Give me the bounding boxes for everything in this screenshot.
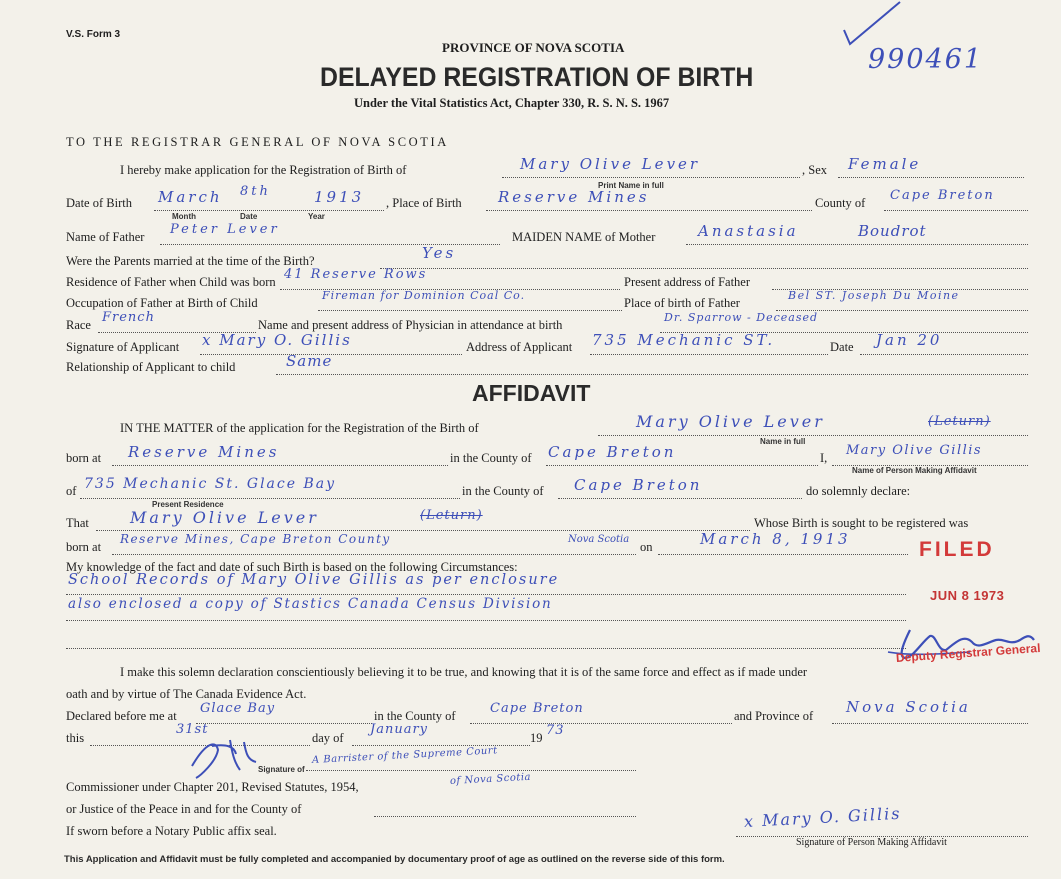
in-county-value-2: Cape Breton	[574, 476, 703, 494]
date-value: Jan 20	[876, 331, 943, 349]
this-value: 31st	[176, 722, 209, 737]
child-name-value: Mary Olive Lever	[520, 155, 701, 173]
father-label: Name of Father	[66, 230, 145, 244]
declared-value: Glace Bay	[200, 701, 276, 716]
sex-value: Female	[848, 155, 922, 173]
present-address-label: Present address of Father	[624, 275, 751, 289]
of-line	[80, 498, 460, 499]
father-value: Peter Lever	[170, 222, 280, 237]
born-at-line	[112, 465, 448, 466]
occupation-label: Occupation of Father at Birth of Child	[66, 296, 258, 310]
matter-line	[598, 435, 1028, 436]
day-of-label: day of	[312, 731, 344, 745]
dob-year: 1913	[314, 188, 365, 206]
matter-label: IN THE MATTER of the application for the Registration of the Birth of	[120, 421, 479, 435]
i-label: I,	[820, 451, 828, 465]
province-line	[832, 723, 1028, 724]
sex-line	[838, 177, 1024, 178]
form-number: V.S. Form 3	[66, 29, 121, 40]
born-at-value: Reserve Mines	[128, 443, 280, 461]
caption-date: Date	[240, 212, 258, 221]
caption-month: Month	[172, 212, 196, 221]
declaration-line-2: oath and by virtue of The Canada Evidence Act.	[66, 687, 307, 701]
mother-value-last: Boudrot	[858, 222, 927, 240]
page-subtitle: Under the Vital Statistics Act, Chapter 330, R. S. N. S. 1967	[354, 96, 670, 110]
dob-label: Date of Birth	[66, 196, 132, 210]
born-at-value-2b: Nova Scotia	[568, 534, 630, 545]
page-title: DELAYED REGISTRATION OF BIRTH	[320, 62, 754, 92]
in-county-label: in the County of	[450, 451, 532, 465]
year-prefix: 19	[530, 731, 543, 745]
married-label: Were the Parents married at the time of the Birth?	[66, 254, 315, 268]
person-value: Mary Olive Gillis	[846, 443, 983, 458]
justice-line	[374, 816, 636, 817]
that-value: Mary Olive Lever	[130, 508, 319, 527]
circumstance-2: also enclosed a copy of Stastics Canada Census Division	[68, 596, 553, 612]
father-birthplace-value: Bel ST. Joseph Du Moine	[788, 289, 960, 302]
this-label: this	[66, 731, 85, 745]
check-mark-icon	[838, 0, 908, 50]
county-line	[884, 210, 1028, 211]
commissioner-line	[306, 770, 636, 771]
intro-label: I hereby make application for the Registration of Birth of	[120, 163, 407, 177]
filed-stamp: FILED	[919, 538, 995, 561]
name-in-full-caption: Name in full	[760, 437, 806, 446]
caption-year: Year	[308, 212, 325, 221]
addressee: TO THE REGISTRAR GENERAL OF NOVA SCOTIA	[66, 135, 449, 149]
married-value: Yes	[422, 244, 457, 262]
commissioner-value-1: A Barrister of the Supreme Court	[311, 745, 498, 766]
circumstance-line-1	[66, 594, 906, 595]
commissioner-label: Commissioner under Chapter 201, Revised Statutes, 1954,	[66, 780, 359, 794]
place-of-birth-value: Reserve Mines	[498, 188, 650, 206]
county3-line	[470, 723, 732, 724]
affidavit-title: AFFIDAVIT	[472, 380, 591, 406]
date-label: Date	[830, 340, 854, 354]
place-of-birth-label: , Place of Birth	[386, 196, 462, 210]
county3-label: in the County of	[374, 709, 456, 723]
county3-value: Cape Breton	[490, 701, 584, 716]
born-at-label: born at	[66, 451, 102, 465]
knowledge-label: My knowledge of the fact and date of such Birth is based on the following Circumstances:	[66, 560, 518, 574]
born-at-value-2: Reserve Mines, Cape Breton County	[120, 532, 391, 546]
signature-of-caption: Signature of	[258, 765, 305, 774]
print-name-caption: Print Name in full	[598, 181, 664, 190]
footer-note: This Application and Affidavit must be fully completed and accompanied by documentary proof of age as outlined on the reverse side of this form.	[64, 854, 725, 865]
declare-label: do solemnly declare:	[806, 484, 911, 498]
mother-line	[686, 244, 1028, 245]
relationship-line	[276, 374, 1028, 375]
that-label: That	[66, 516, 89, 530]
that-line	[96, 530, 750, 531]
county-label: County of	[815, 196, 866, 210]
day-of-value: January	[370, 722, 429, 737]
occupation-line	[318, 310, 622, 311]
matter-value-struck: (Leturn)	[928, 414, 991, 429]
in-county-label-2: in the County of	[462, 484, 544, 498]
relationship-value: Same	[286, 352, 333, 370]
on-line	[658, 554, 908, 555]
circumstance-1: School Records of Mary Olive Gillis as per enclosure	[68, 572, 560, 588]
in-county-line	[546, 465, 818, 466]
child-name-line	[502, 177, 800, 178]
in-county-line-2	[558, 498, 802, 499]
mother-value-first: Anastasia	[698, 222, 799, 240]
race-label: Race	[66, 318, 91, 332]
place-of-birth-line	[486, 210, 812, 211]
sex-label: , Sex	[802, 163, 827, 177]
mother-label: MAIDEN NAME of Mother	[512, 230, 656, 244]
justice-label: or Justice of the Peace in and for the County of	[66, 802, 302, 816]
born-at-label-2: born at	[66, 540, 102, 554]
applicant-address-label: Address of Applicant	[466, 340, 573, 354]
sought-label: Whose Birth is sought to be registered was	[754, 516, 969, 530]
province-label: and Province of	[734, 709, 814, 723]
province-heading: PROVINCE OF NOVA SCOTIA	[442, 40, 625, 55]
affiant-signature-caption: Signature of Person Making Affidavit	[796, 837, 947, 848]
residence-value: 41 Reserve Rows	[284, 267, 428, 282]
on-label: on	[640, 540, 653, 554]
filed-date-stamp: JUN 8 1973	[930, 588, 1005, 603]
notary-label: If sworn before a Notary Public affix seal.	[66, 824, 277, 838]
registrar-stamp: Deputy Registrar General	[895, 640, 1041, 665]
of-label: of	[66, 484, 77, 498]
declared-line	[196, 723, 372, 724]
occupation-value: Fireman for Dominion Coal Co.	[322, 289, 526, 302]
registration-number: 990461	[868, 44, 984, 75]
commissioner-signature-icon	[186, 736, 266, 782]
race-value: French	[102, 310, 155, 325]
of-value: 735 Mechanic St. Glace Bay	[84, 476, 337, 492]
declared-label: Declared before me at	[66, 709, 177, 723]
county-value: Cape Breton	[890, 188, 995, 203]
affiant-signature-value: x Mary O. Gillis	[743, 803, 902, 831]
circumstance-line-3	[66, 648, 906, 649]
date-line	[860, 354, 1028, 355]
present-residence-caption: Present Residence	[152, 500, 224, 509]
father-birthplace-label: Place of birth of Father	[624, 296, 740, 310]
physician-value: Dr. Sparrow - Deceased	[664, 311, 819, 324]
declaration-line-1: I make this solemn declaration conscientiously believing it to be true, and knowing that it is of the same force and effect as if made under	[120, 665, 808, 679]
physician-label: Name and present address of Physician in attendance at birth	[258, 318, 563, 332]
person-caption: Name of Person Making Affidavit	[852, 466, 977, 475]
dob-day: 8th	[240, 184, 271, 199]
married-line	[380, 268, 1028, 269]
relationship-label: Relationship of Applicant to child	[66, 360, 236, 374]
day-of-line	[352, 745, 530, 746]
applicant-address-value: 735 Mechanic ST.	[592, 331, 776, 349]
that-value-struck: (Leturn)	[420, 508, 483, 523]
residence-label: Residence of Father when Child was born	[66, 275, 276, 289]
dob-line	[154, 210, 384, 211]
commissioner-value-2: of Nova Scotia	[449, 771, 532, 787]
circumstance-line-2	[66, 620, 906, 621]
applicant-address-line	[590, 354, 828, 355]
in-county-value: Cape Breton	[548, 443, 677, 461]
dob-month: March	[158, 188, 223, 206]
year-value: 73	[546, 723, 565, 738]
matter-value: Mary Olive Lever	[636, 412, 825, 431]
applicant-signature-value: x Mary O. Gillis	[202, 331, 352, 349]
on-value: March 8, 1913	[700, 530, 851, 548]
province-value: Nova Scotia	[846, 698, 971, 716]
applicant-signature-label: Signature of Applicant	[66, 340, 180, 354]
born-at-line-2	[112, 554, 636, 555]
